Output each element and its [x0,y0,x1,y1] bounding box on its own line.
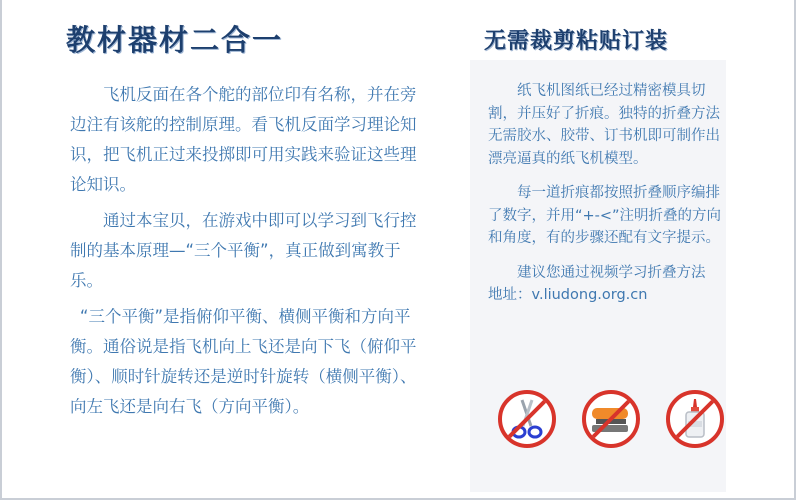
left-heading: 教材器材二合一 [66,23,284,57]
no-glue-icon [666,390,724,448]
right-paragraph-3: 建议您通过视频学习折叠方法 [517,264,706,281]
left-paragraph-1: 飞机反面在各个舵的部位印有名称，并在旁边注有该舵的控制原理。看飞机反面学习理论知识，把飞机正过来投掷即可用实践来验证这些理论知识。 [70,85,417,194]
no-scissors-icon [498,390,556,448]
left-paragraph-2: 通过本宝贝，在游戏中即可以学习到飞行控制的基本原理—“三个平衡”，真正做到寓教于乐。 [70,211,417,290]
right-body-text [488,80,726,307]
right-heading: 无需裁剪粘贴订装 [484,29,669,54]
left-paragraph-3: “三个平衡”是指俯仰平衡、横侧平衡和方向平衡。通俗说是指飞机向上飞还是向下飞（俯仰平衡）、顺时针旋转还是逆时针旋转（横侧平衡）、向左飞还是向右飞（方向平衡）。 [70,307,417,416]
frame-left-border [0,0,2,500]
video-address: 地址：v.liudong.org.cn [488,287,648,303]
right-paragraph-1: 纸飞机图纸已经过精密模具切割，并压好了折痕。独特的折叠方法无需胶水、胶带、订书机即可制作出漂亮逼真的纸飞机模型。 [488,83,720,167]
left-body-text [70,80,430,428]
no-stapler-icon [582,390,640,448]
right-paragraph-2: 每一道折痕都按照折叠顺序编排了数字，并用“+-<”注明折叠的方向和角度，有的步骤还配有文字提示。 [488,185,722,246]
